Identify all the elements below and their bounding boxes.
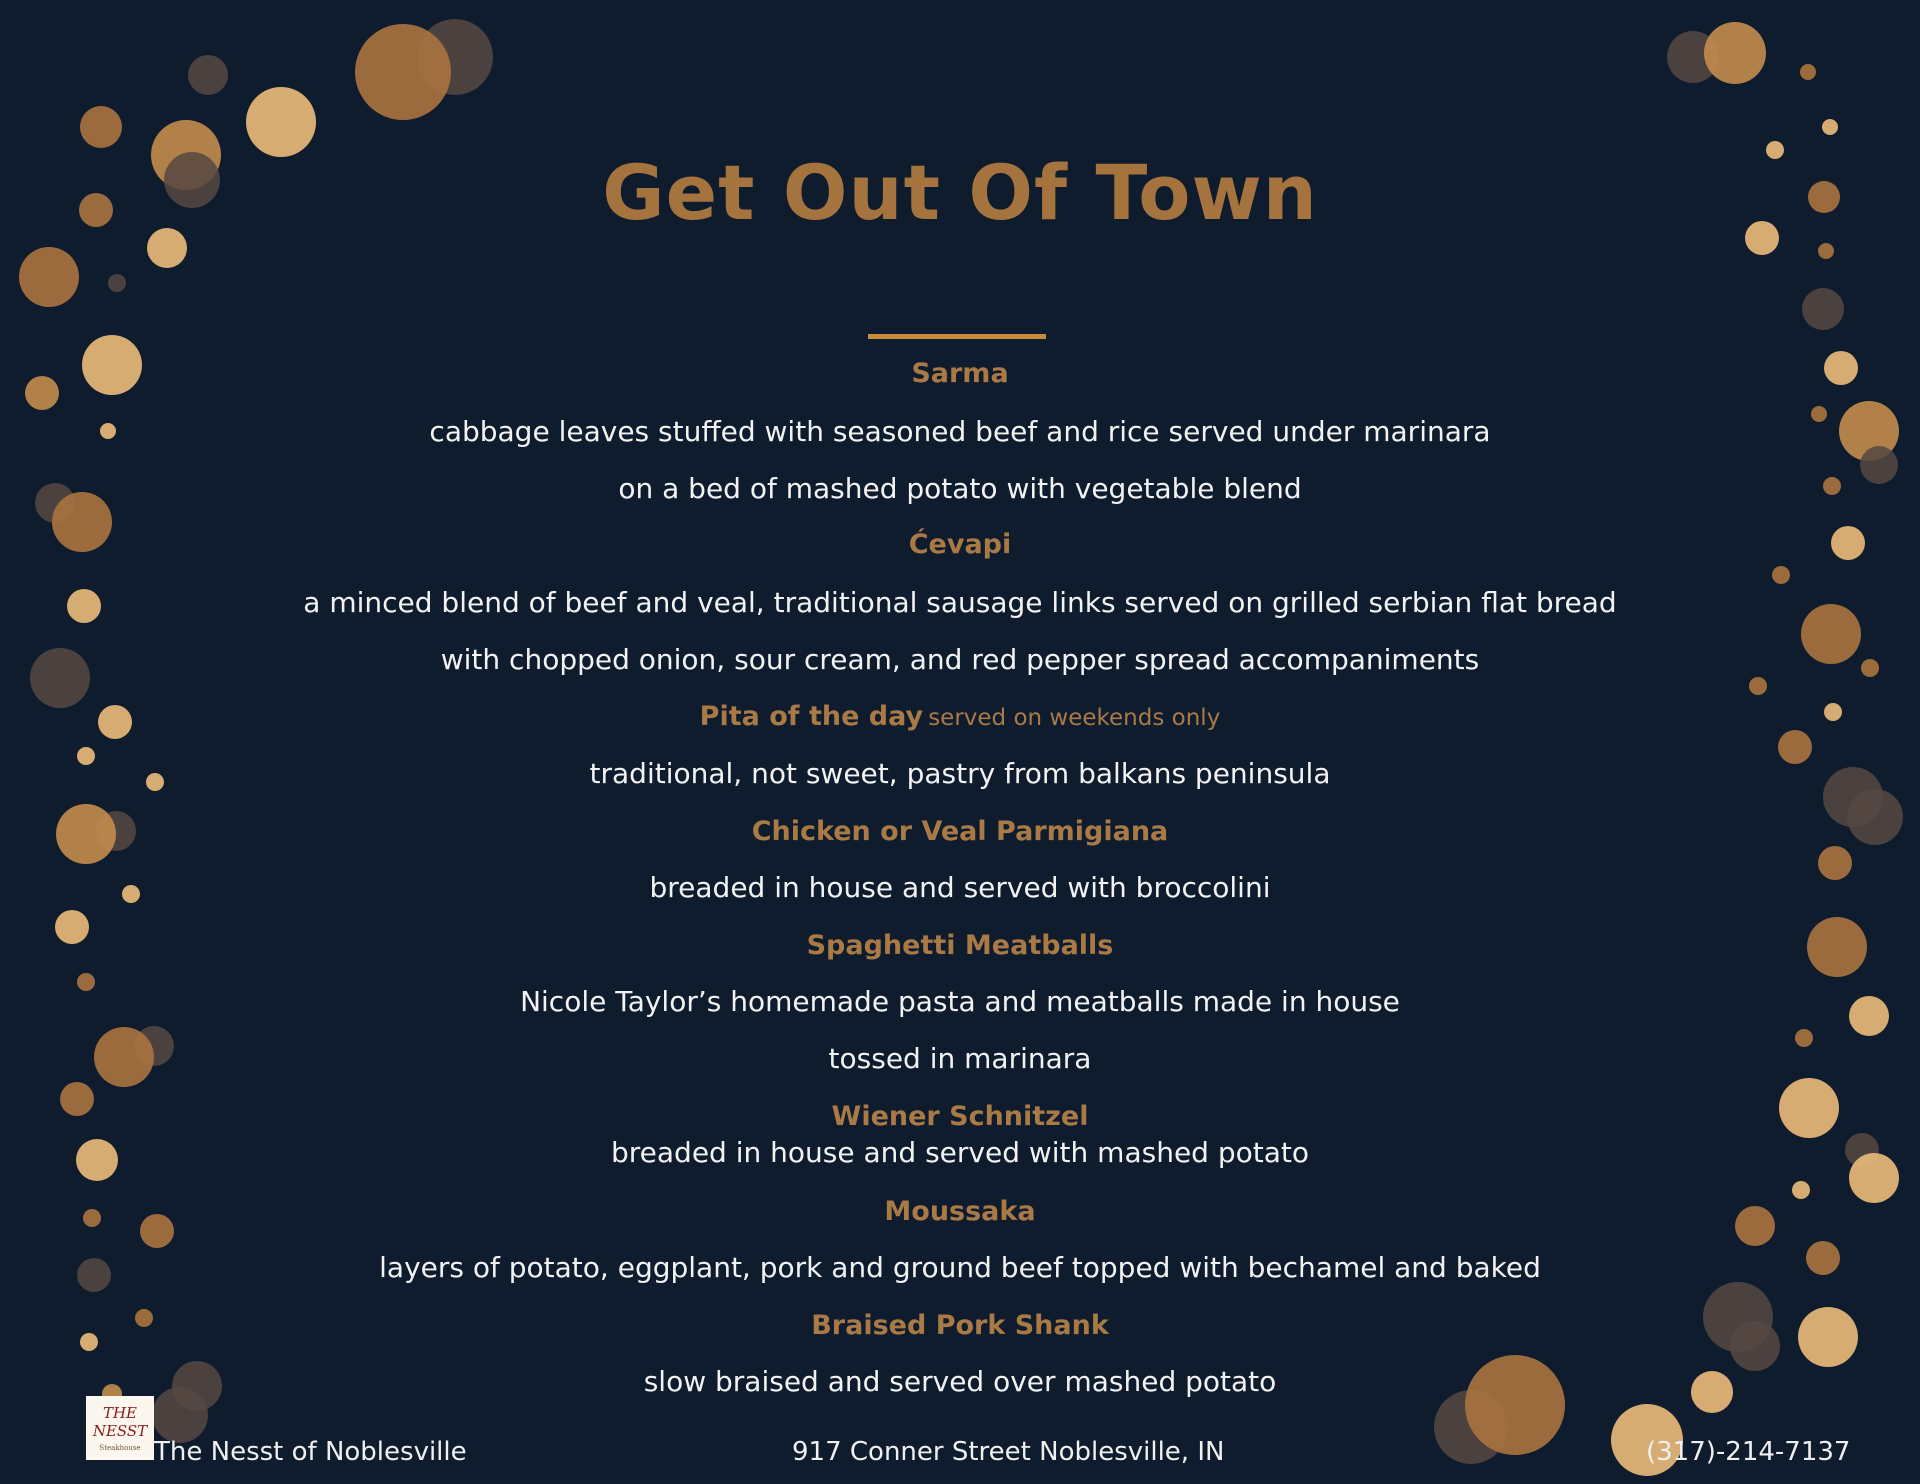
bokeh-dot	[355, 24, 451, 120]
menu-item-pita-name: Pita of the day served on weekends only	[699, 701, 1221, 732]
bokeh-dot	[246, 87, 316, 157]
bokeh-dot	[80, 106, 122, 148]
menu-item-pork-shank-desc: slow braised and served over mashed potato	[643, 1365, 1277, 1398]
nesst-logo: THE NESST Steakhouse	[86, 1396, 154, 1460]
bokeh-dot	[188, 55, 228, 95]
bokeh-dot	[1704, 22, 1766, 84]
menu-item-moussaka-name: Moussaka	[884, 1196, 1036, 1227]
menu-item-sarma-desc-1: cabbage leaves stuffed with seasoned beef and rice served under marinara	[429, 415, 1491, 448]
bokeh-dot	[1772, 566, 1790, 584]
bokeh-dot	[1818, 243, 1834, 259]
footer-address: 917 Conner Street Noblesville, IN	[792, 1437, 1225, 1467]
footer-restaurant-name: The Nesst of Noblesville	[154, 1437, 467, 1467]
bokeh-dot	[1749, 677, 1767, 695]
menu-item-sarma-name: Sarma	[911, 358, 1009, 389]
menu-item-parmigiana-desc: breaded in house and served with broccolini	[649, 871, 1271, 904]
menu-item-schnitzel-name: Wiener Schnitzel	[831, 1101, 1089, 1132]
menu-item-schnitzel-desc: breaded in house and served with mashed potato	[611, 1136, 1309, 1169]
menu-item-sarma-desc-2: on a bed of mashed potato with vegetable blend	[618, 472, 1302, 505]
title-divider	[868, 334, 1046, 339]
menu-item-spaghetti-desc-1: Nicole Taylor’s homemade pasta and meatballs made in house	[520, 985, 1400, 1018]
menu-item-parmigiana-name: Chicken or Veal Parmigiana	[751, 816, 1169, 847]
bokeh-dot	[108, 274, 126, 292]
pita-availability-note: served on weekends only	[928, 705, 1221, 731]
menu-item-cevapi-desc-1: a minced blend of beef and veal, traditional sausage links served on grilled serbian flat bread	[303, 586, 1617, 619]
menu-item-cevapi-desc-2: with chopped onion, sour cream, and red pepper spread accompaniments	[440, 643, 1480, 676]
menu-item-pita-desc: traditional, not sweet, pastry from balkans peninsula	[589, 757, 1331, 790]
menu-item-moussaka-desc: layers of potato, eggplant, pork and ground beef topped with bechamel and baked	[379, 1251, 1541, 1284]
bokeh-dot	[1802, 288, 1844, 330]
menu-item-spaghetti-name: Spaghetti Meatballs	[806, 930, 1114, 961]
bokeh-dot	[1800, 64, 1816, 80]
bokeh-dot	[1822, 119, 1838, 135]
footer-phone: (317)-214-7137	[1646, 1437, 1851, 1467]
page-title: Get Out Of Town	[602, 148, 1318, 237]
bokeh-dot	[19, 247, 79, 307]
menu-item-cevapi-name: Ćevapi	[908, 529, 1012, 560]
menu-item-spaghetti-desc-2: tossed in marinara	[828, 1042, 1092, 1075]
menu-item-pork-shank-name: Braised Pork Shank	[811, 1310, 1109, 1341]
